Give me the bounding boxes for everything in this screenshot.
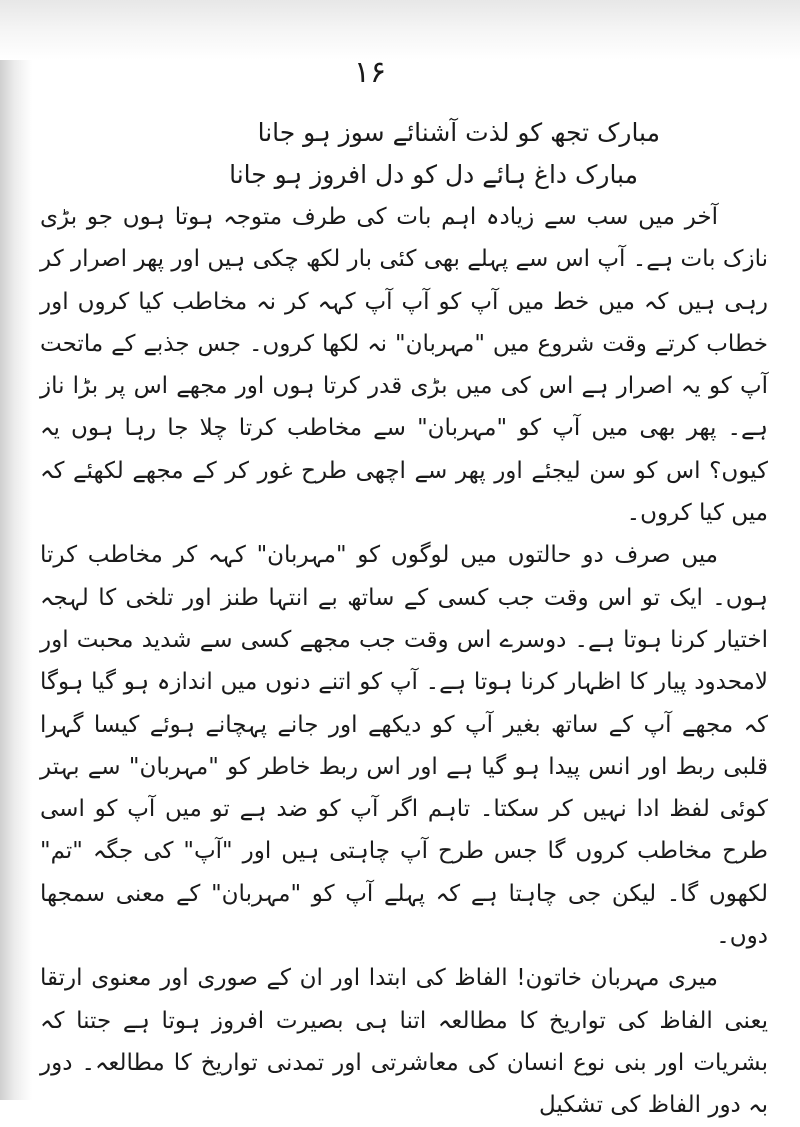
paragraph-1 <box>40 196 768 534</box>
paragraph-text: آخر میں سب سے زیادہ اہم بات کی طرف متوجہ ہوتا ہوں جو بڑی نازک بات ہے۔ آپ اس سے پہلے بھی کئی بار لکھ چکی ہیں اور پھر اصرار کر رہی ہیں کہ میں خط میں آپ کو آپ آپ کہہ کر نہ مخاطب کیا کروں اور خطاب کرتے وقت شروع میں "مہربان" نہ لکھا کروں۔ جس جذبے کے ماتحت آپ کو یہ اصرار ہے اس کی میں بڑی قدر کرتا ہوں اور مجھے اس پر بڑا ناز ہے۔ پھر بھی میں آپ کو "مہربان" سے مخاطب کرتا چلا جا رہا ہوں یہ کیوں؟ اس کو سن لیجئے اور پھر سے اچھی طرح غور کر کے مجھے لکھئے کہ میں کیا کروں۔ <box>40 204 768 527</box>
text-block <box>40 112 768 1127</box>
verse-line-2: مبارک داغ ہائے دل کو دل افروز ہو جانا <box>229 160 638 189</box>
paragraph-3 <box>40 957 768 1126</box>
paragraph-text: میں صرف دو حالتوں میں لوگوں کو "مہربان" کہہ کر مخاطب کرتا ہوں۔ ایک تو اس وقت جب کسی کے ساتھ بے انتہا طنز اور تلخی کا لہجہ اختیار کرنا ہوتا ہے۔ دوسرے اس وقت جب مجھے کسی سے شدید محبت اور لامحدود پیار کا اظہار کرنا ہوتا ہے۔ آپ کو اتنے دنوں میں اندازہ ہو گیا ہوگا کہ مجھے آپ کے ساتھ بغیر آپ کو دیکھے اور جانے پہچانے ہوئے کیسا گہرا قلبی ربط اور انس پیدا ہو گیا ہے اور اس ربط خاطر کو "مہربان" سے بہتر کوئی لفظ ادا نہیں کر سکتا۔ تاہم اگر آپ کو ضد ہے تو میں آپ کو اسی طرح مخاطب کروں گا جس طرح آپ چاہتی ہیں اور "آپ" کی جگہ "تم" لکھوں گا۔ لیکن جی چاہتا ہے کہ پہلے آپ کو "مہربان" کے معنی سمجھا دوں۔ <box>40 542 768 950</box>
page-shadow-top <box>0 0 800 60</box>
verse-line-1: مبارک تجھ کو لذت آشنائے سوز ہو جانا <box>257 118 660 147</box>
paragraph-text: میری مہربان خاتون! الفاظ کی ابتدا اور ان کے صوری اور معنوی ارتقا یعنی الفاظ کی تواریخ کا مطالعہ اتنا ہی بصیرت افروز ہوتا ہے جتنا کہ بشریات اور بنی نوع انسان کی معاشرتی اور تمدنی تواریخ کا مطالعہ۔ دور بہ دور الفاظ کی تشکیل <box>40 965 768 1119</box>
page-number: ۱۶ <box>353 55 387 90</box>
paragraph-2 <box>40 534 768 957</box>
page-shadow-left <box>0 0 32 1100</box>
